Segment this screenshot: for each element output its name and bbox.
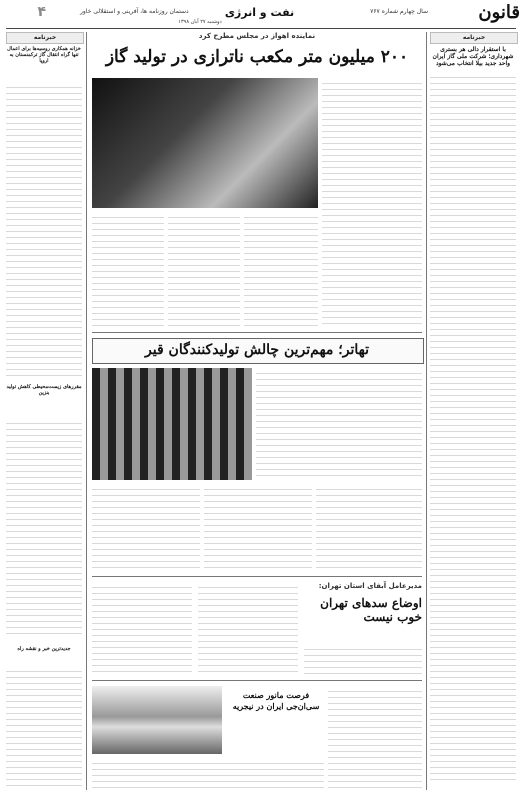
left-column-headline: خزانه همکاری روسیه‌ها برای اعمال تنها گراه انتقال گاز ترکمنستان به اروپا [7,46,81,64]
right-column-headline: با استقرار دالی هر بستری شهرداری؛ شرکت ملی گاز ایران واحد جدید بیلا انتخاب می‌شود [432,46,514,67]
bottom-story-kicker: مدیرعامل آبفای استان تهران: [318,582,422,590]
small-story-photo [92,686,222,754]
mid-story-rule [92,576,422,577]
issue-date: دوشنبه ۲۷ آبان ۱۳۹۸ [178,19,222,25]
bottom-story-body-col-1 [304,644,422,676]
mid-story-body-col-4 [316,484,422,570]
masthead-rule [6,28,516,29]
top-story-body-col-1 [322,78,422,326]
top-story-body-col-4 [244,212,318,326]
right-column-divider [426,32,427,790]
right-column-body [430,72,516,784]
section-title: نفت و انرژی [224,6,295,19]
issue-line: سال چهارم شماره ۷۶۷ [370,8,428,15]
top-story-body-col-3 [168,212,240,326]
left-column-bottom-headline: جدیدترین خبر و نقشه راه [17,646,71,652]
left-column [6,32,82,790]
right-column-title: خبرنامه [430,32,518,44]
top-story-rule [92,332,422,333]
bottom-story-body-col-3 [198,582,298,676]
mid-story-headline: تهاتر؛ مهم‌ترین چالش تولیدکنندگان قیر [145,342,369,358]
top-story-kicker: نماینده اهواز در مجلس مطرح کرد [198,32,316,40]
left-column-body [6,82,82,376]
mid-story-body-col-2 [92,484,200,570]
left-column-body-3 [6,666,82,786]
mid-story-photo [92,368,252,480]
newspaper-logo: قانون [478,2,520,23]
left-column-divider [86,32,87,790]
left-column-title: خبرنامه [6,32,84,44]
left-column-body-2 [6,418,82,638]
mid-story-body-col-1 [256,368,422,480]
small-story-headline: فرصت مانور صنعت سی‌ان‌جی ایران در نیجریه [232,690,320,711]
mid-story-body-col-3 [204,484,312,570]
left-column-subheadline: مقررهای زیست‌محیطی کاهش تولید بنزین [6,384,82,396]
bottom-story-rule [92,680,422,681]
right-column [430,32,516,790]
slogan: دستمان روزنامه ها، آفرینی و استقلالی خاور [80,8,189,15]
small-story-body-2 [328,686,422,788]
top-story-headline: ۲۰۰ میلیون متر مکعب ناترازی در تولید گاز [105,47,409,67]
page-number: ۴ [37,4,46,20]
small-story-body [92,758,324,788]
bottom-story-headline: اوضاع سدهای تهران خوب نیست [320,596,422,624]
top-story-body-col-2 [92,212,164,326]
bottom-story-body-col-2 [92,582,192,676]
top-story-photo [92,78,318,208]
